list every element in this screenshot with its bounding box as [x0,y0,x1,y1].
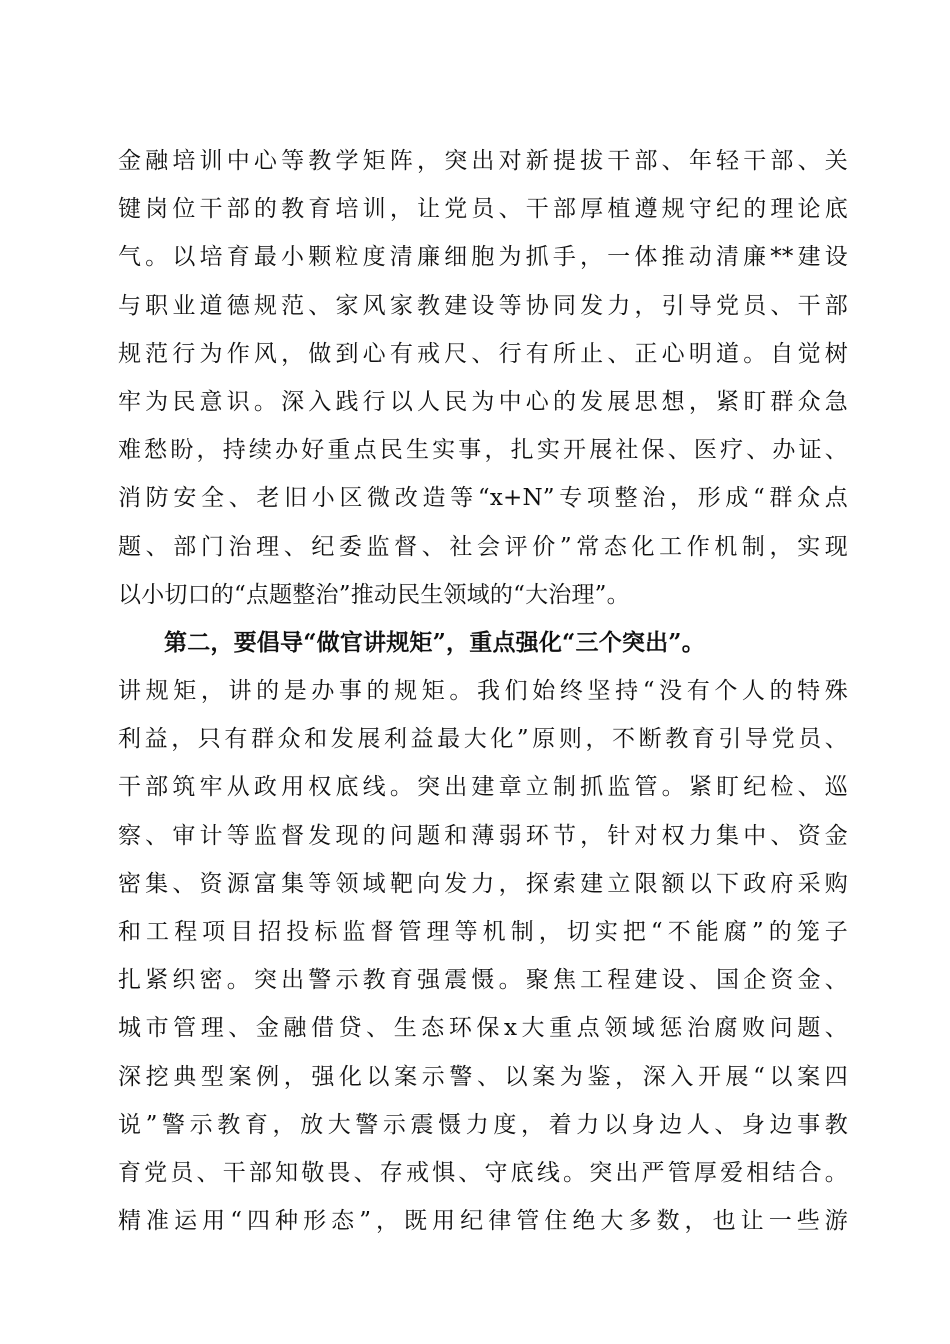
paragraph-2-line-12: 精准运用“四种形态”，既用纪律管住绝大多数，也让一些游 [118,1208,848,1235]
paragraph-2-line-7: 扎紧织密。突出警示教育强震慑。聚焦工程建设、国企资金、 [118,967,848,994]
paragraph-2-line-2: 利益，只有群众和发展利益最大化”原则，不断教育引导党员、 [118,726,848,753]
paragraph-1-line-6: 牢为民意识。深入践行以人民为中心的发展思想，紧盯群众急 [118,388,848,415]
paragraph-1-line-4: 与职业道德规范、家风家教建设等协同发力，引导党员、干部 [118,292,848,319]
paragraph-2-line-5: 密集、资源富集等领域靶向发力，探索建立限额以下政府采购 [118,870,848,897]
paragraph-1-line-1: 金融培训中心等教学矩阵，突出对新提拔干部、年轻干部、关 [118,148,848,174]
document-body [118,137,848,1245]
paragraph-1-line-9: 题、部门治理、纪委监督、社会评价”常态化工作机制，实现 [118,533,848,560]
paragraph-2-line-11: 育党员、干部知敬畏、存戒惧、守底线。突出严管厚爱相结合。 [118,1159,848,1186]
paragraph-2-line-4: 察、审计等监督发现的问题和薄弱环节，针对权力集中、资金 [118,822,848,849]
paragraph-1-line-5: 规范行为作风，做到心有戒尺、行有所止、正心明道。自觉树 [118,340,848,367]
paragraph-1-line-2: 键岗位干部的教育培训，让党员、干部厚植遵规守纪的理论底 [118,196,848,223]
paragraph-2-line-6: 和工程项目招投标监督管理等机制，切实把“不能腐”的笼子 [118,919,848,945]
paragraph-1-line-8: 消防安全、老旧小区微改造等“x+N”专项整治，形成“群众点 [118,485,848,512]
paragraph-1-line-7: 难愁盼，持续办好重点民生实事，扎实开展社保、医疗、办证、 [118,437,848,464]
paragraph-2-line-9: 深挖典型案例，强化以案示警、以案为鉴，深入开展“以案四 [118,1063,848,1090]
paragraph-1-line-3: 气。以培育最小颗粒度清廉细胞为抓手，一体推动清廉**建设 [118,244,848,271]
paragraph-2-line-8: 城市管理、金融借贷、生态环保x大重点领域惩治腐败问题、 [118,1015,848,1042]
paragraph-2-line-3: 干部筑牢从政用权底线。突出建章立制抓监管。紧盯纪检、巡 [118,774,848,801]
paragraph-1-line-10: 以小切口的“点题整治”推动民生领域的“大治理”。 [118,581,630,608]
paragraph-2-heading: 第二，要倡导“做官讲规矩”，重点强化“三个突出”。 [164,628,705,656]
paragraph-2-line-1: 讲规矩，讲的是办事的规矩。我们始终坚持“没有个人的特殊 [118,678,848,705]
paragraph-2-line-10: 说”警示教育，放大警示震慑力度，着力以身边人、身边事教 [118,1111,848,1138]
